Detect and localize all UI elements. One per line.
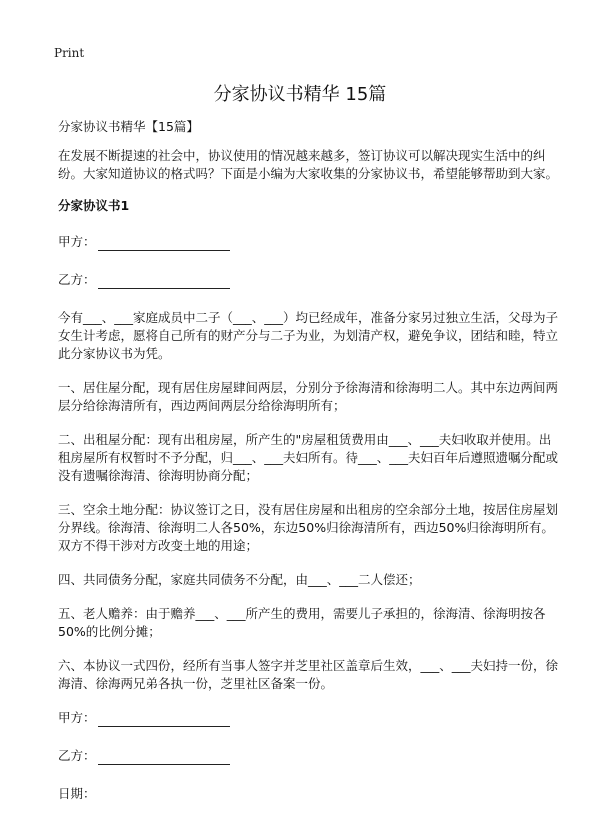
party-a-field (58, 233, 558, 251)
sign-b-label: 乙方： (58, 748, 96, 763)
clause-2: 二、出租屋分配：现有出租房屋，所产生的"房屋租赁费用由___、___夫妇收取并使用。出租房屋所有权暂时不予分配，归___、___夫妇所有。待___、___夫妇百年后遵照遗嘱分配或没有遗嘱徐海清、徐海明协商分配； (58, 432, 559, 483)
document-body (58, 118, 558, 823)
party-a-label: 甲方： (58, 234, 96, 249)
sign-b-field (58, 747, 558, 765)
page-title: 分家协议书精华 15篇 (213, 84, 387, 105)
clause-1: 一、居住屋分配，现有居住房屋肆间两层，分别分予徐海清和徐海明二人。其中东边两间两层分给徐海清所有，西边两间两层分给徐海明所有； (58, 380, 559, 413)
date-label: 日期： (58, 786, 96, 801)
clause-4: 四、共同债务分配，家庭共同债务不分配，由___、___二人偿还； (58, 572, 421, 587)
clause-3: 三、空余土地分配：协议签订之日，没有居住房屋和出租房的空余部分土地，按居住房屋划分界线。徐海清、徐海明二人各50%，东边50%归徐海清所有，西边50%归徐海明所有。双方不得干涉对方改变土地的用途； (58, 502, 559, 553)
sign-a-label: 甲方： (58, 710, 96, 725)
clause-5: 五、老人赡养：由于赡养___、___所产生的费用，需要儿子承担的，徐海清、徐海明按各50%的比例分摊； (58, 606, 546, 639)
sign-b-blank-line (98, 751, 230, 765)
party-b-field (58, 271, 558, 289)
intro-paragraph: 在发展不断提速的社会中，协议使用的情况越来越多，签订协议可以解决现实生活中的纠纷。大家知道协议的格式吗？下面是小编为大家收集的分家协议书，希望能够帮助到大家。 (58, 148, 559, 181)
document-subtitle: 分家协议书精华【15篇】 (58, 119, 199, 134)
sign-a-blank-line (98, 713, 230, 727)
party-b-blank-line (98, 275, 230, 289)
clause-6: 六、本协议一式四份，经所有当事人签字并芝里社区盖章后生效，___、___夫妇持一份，徐海清、徐海两兄弟各执一份，芝里社区备案一份。 (58, 658, 559, 691)
date-field (58, 785, 558, 803)
preamble-paragraph: 今有___、___家庭成员中二子（___、___）均已经成年，准备分家另过独立生活，父母为子女生计考虑，愿将自己所有的财产分与二子为业，为划清产权，避免争议，团结和睦，特立此分家协议书为凭。 (58, 310, 559, 361)
party-a-blank-line (98, 237, 230, 251)
section-title: 分家协议书1 (58, 198, 130, 213)
print-label[interactable]: Print (54, 46, 85, 60)
party-b-label: 乙方： (58, 272, 96, 287)
sign-a-field (58, 709, 558, 727)
